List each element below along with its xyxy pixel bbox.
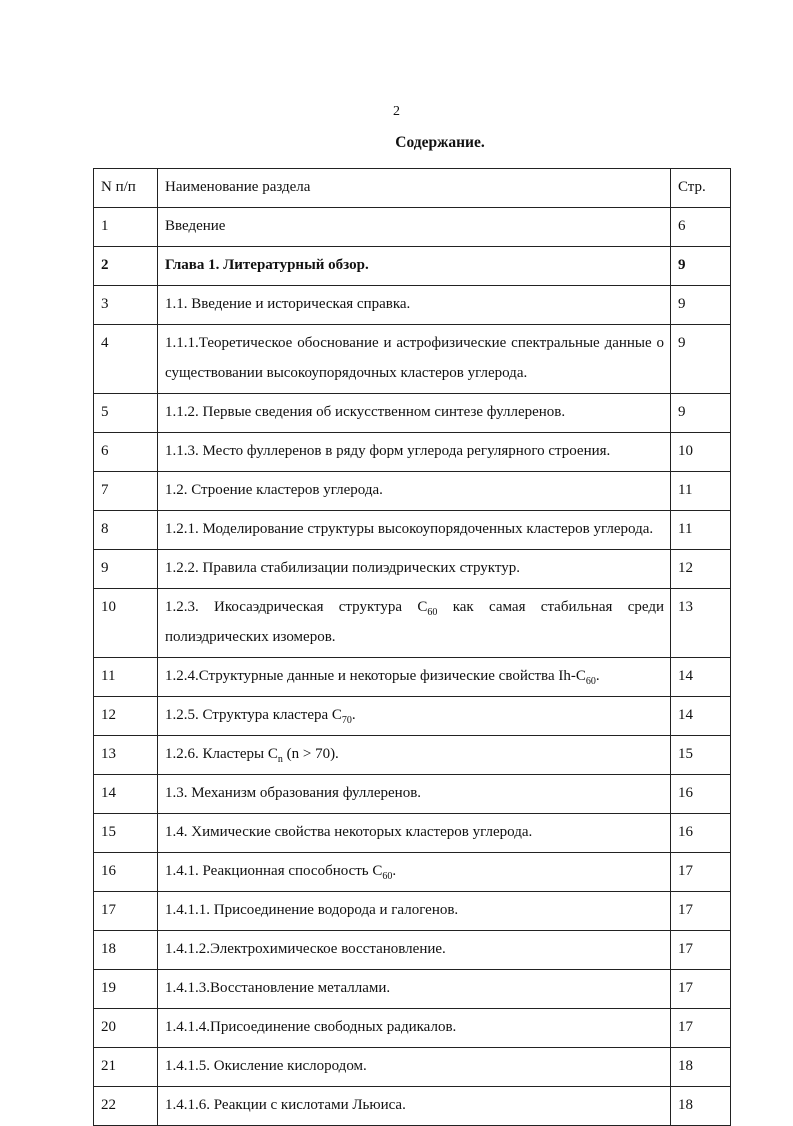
page-ref: 11 <box>671 472 731 511</box>
page-ref: 9 <box>671 394 731 433</box>
page-ref: 14 <box>671 658 731 697</box>
table-row <box>94 814 731 853</box>
page-ref: 16 <box>671 775 731 814</box>
section-name: 1.2.4.Структурные данные и некоторые физические свойства $Ih-C_{60}$. <box>158 658 671 697</box>
section-name: 1.2.2. Правила стабилизации полиэдрических структур. <box>158 550 671 589</box>
row-number: 19 <box>94 970 158 1009</box>
page-ref: 9 <box>671 325 731 394</box>
table-row <box>94 511 731 550</box>
table-row <box>94 892 731 931</box>
table-row <box>94 286 731 325</box>
row-number: 4 <box>94 325 158 394</box>
row-number: 3 <box>94 286 158 325</box>
header-name: Наименование раздела <box>158 169 671 208</box>
page-ref: 12 <box>671 550 731 589</box>
section-name: 1.1. Введение и историческая справка. <box>158 286 671 325</box>
table-row <box>94 472 731 511</box>
section-name: 1.4. Химические свойства некоторых кластеров углерода. <box>158 814 671 853</box>
page-ref: 13 <box>671 589 731 658</box>
table-row <box>94 589 731 658</box>
table-row <box>94 394 731 433</box>
table-row <box>94 697 731 736</box>
row-number: 5 <box>94 394 158 433</box>
page-number: 2 <box>393 104 400 119</box>
section-name: 1.4.1.6. Реакции с кислотами Льюиса. <box>158 1087 671 1126</box>
section-name: 1.1.2. Первые сведения об искусственном синтезе фуллеренов. <box>158 394 671 433</box>
section-name: 1.2.6. Кластеры $C_n$ (n > 70). <box>158 736 671 775</box>
page-ref: 16 <box>671 814 731 853</box>
row-number: 6 <box>94 433 158 472</box>
row-number: 16 <box>94 853 158 892</box>
row-number: 14 <box>94 775 158 814</box>
table-row <box>94 1048 731 1087</box>
table-row <box>94 433 731 472</box>
header-num: N п/п <box>94 169 158 208</box>
table-row <box>94 325 731 394</box>
section-name: 1.4.1.2.Электрохимическое восстановление. <box>158 931 671 970</box>
section-name: 1.4.1.5. Окисление кислородом. <box>158 1048 671 1087</box>
row-number: 11 <box>94 658 158 697</box>
row-number: 18 <box>94 931 158 970</box>
page-ref: 17 <box>671 1009 731 1048</box>
section-name: 1.2.3. Икосаэдрическая структура $C_{60}$ как самая стабильная среди полиэдрических изомеров. <box>158 589 671 658</box>
table-row <box>94 931 731 970</box>
row-number: 8 <box>94 511 158 550</box>
row-number: 22 <box>94 1087 158 1126</box>
table-row <box>94 550 731 589</box>
page-ref: 17 <box>671 853 731 892</box>
table-row <box>94 658 731 697</box>
table-row <box>94 1087 731 1126</box>
page-ref: 6 <box>671 208 731 247</box>
page-ref: 9 <box>671 286 731 325</box>
contents-table <box>93 168 731 1126</box>
section-name: 1.4.1. Реакционная способность $C_{60}$. <box>158 853 671 892</box>
row-number: 2 <box>94 247 158 286</box>
table-row <box>94 775 731 814</box>
section-name: 1.2. Строение кластеров углерода. <box>158 472 671 511</box>
section-name: 1.2.5. Структура кластера $C_{70}$. <box>158 697 671 736</box>
section-name: 1.3. Механизм образования фуллеренов. <box>158 775 671 814</box>
row-number: 20 <box>94 1009 158 1048</box>
page-ref: 9 <box>671 247 731 286</box>
table-header-row <box>94 169 731 208</box>
table-row <box>94 736 731 775</box>
page-ref: 17 <box>671 892 731 931</box>
page-ref: 18 <box>671 1048 731 1087</box>
page-ref: 17 <box>671 931 731 970</box>
page-ref: 18 <box>671 1087 731 1126</box>
table-row <box>94 853 731 892</box>
table-body <box>94 208 731 1126</box>
header-page: Стр. <box>671 169 731 208</box>
row-number: 21 <box>94 1048 158 1087</box>
page-ref: 10 <box>671 433 731 472</box>
row-number: 17 <box>94 892 158 931</box>
page-ref: 17 <box>671 970 731 1009</box>
section-name: Введение <box>158 208 671 247</box>
section-name: 1.4.1.4.Присоединение свободных радикалов. <box>158 1009 671 1048</box>
section-name: 1.4.1.1. Присоединение водорода и галогенов. <box>158 892 671 931</box>
section-name: 1.4.1.3.Восстановление металлами. <box>158 970 671 1009</box>
page-ref: 11 <box>671 511 731 550</box>
table-row <box>94 247 731 286</box>
section-name: 1.1.1.Теоретическое обоснование и астрофизические спектральные данные о существовании высокоупорядочных кластеров углерода. <box>158 325 671 394</box>
table-row <box>94 1009 731 1048</box>
section-name: 1.2.1. Моделирование структуры высокоупорядоченных кластеров углерода. <box>158 511 671 550</box>
row-number: 15 <box>94 814 158 853</box>
section-name: 1.1.3. Место фуллеренов в ряду форм углерода регулярного строения. <box>158 433 671 472</box>
page-ref: 14 <box>671 697 731 736</box>
row-number: 13 <box>94 736 158 775</box>
page-ref: 15 <box>671 736 731 775</box>
section-name: Глава 1. Литературный обзор. <box>158 247 671 286</box>
table-row <box>94 970 731 1009</box>
row-number: 7 <box>94 472 158 511</box>
table-row <box>94 208 731 247</box>
page-title: Содержание. <box>395 134 485 151</box>
row-number: 9 <box>94 550 158 589</box>
row-number: 12 <box>94 697 158 736</box>
row-number: 10 <box>94 589 158 658</box>
row-number: 1 <box>94 208 158 247</box>
